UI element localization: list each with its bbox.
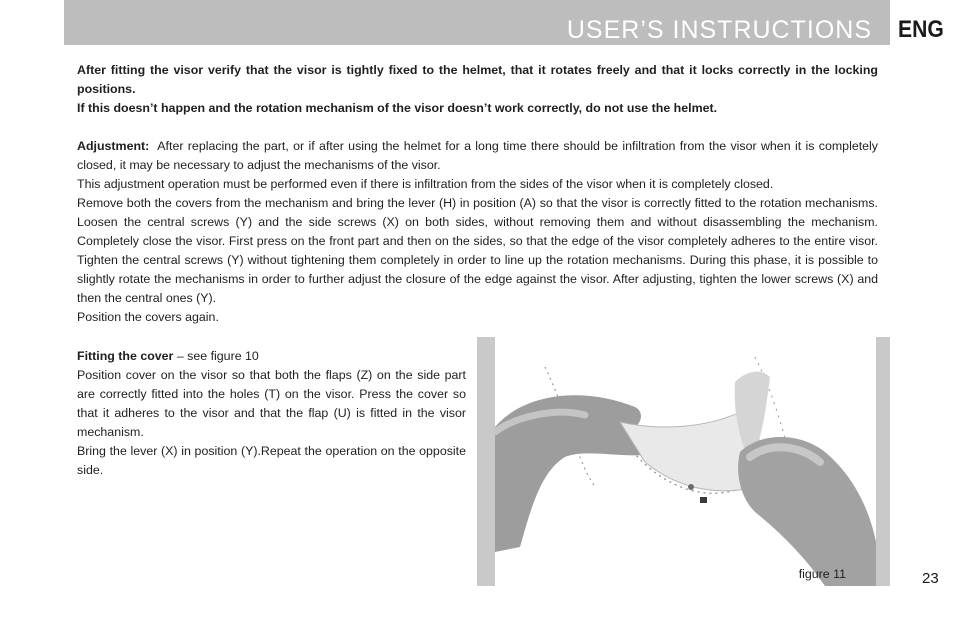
page-title: USER’S INSTRUCTIONS [566, 16, 872, 44]
fitting-cover-paragraph-2: Bring the lever (X) in position (Y).Repeat the operation on the opposite side. [77, 444, 466, 477]
fitting-cover-heading-suffix: – see figure 10 [173, 349, 259, 363]
hands-visor-illustration [495, 337, 876, 586]
adjustment-paragraph-3: Remove both the covers from the mechanism and bring the lever (H) in position (A) so that the visor is correctly fitted to the rotation mechanisms. Loosen the central screws (Y) and the side screws (X) on both sides, without removing them and without disassembling the mechanism. Completely close the visor. First press on the front part and then on the sides, so that the edge of the visor completely adheres to the entire visor. Tighten the central screws (Y) without tightening them completely in order to line up the rotation mechanisms. During this phase, it is possible to slightly rotate the mechanisms in order to further adjust the closure of the edge against the visor. After adjusting, tighten the lower screws (X) and then the central ones (Y). [77, 196, 878, 305]
adjustment-text-1: After replacing the part, or if after using the helmet for a long time there should be infiltration from the visor when it is completely closed, it may be necessary to adjust the mechanisms of the visor. [77, 139, 878, 172]
fitting-cover-heading: Fitting the cover [77, 349, 174, 363]
adjustment-paragraph-1 [77, 137, 878, 175]
figure-caption: figure 11 [798, 567, 846, 581]
warning-paragraph-2: If this doesn’t happen and the rotation mechanism of the visor doesn’t work correctly, do not use the helmet. [77, 101, 718, 115]
fitting-cover-section [77, 347, 466, 480]
adjustment-paragraph-4: Position the covers again. [77, 310, 219, 324]
warning-paragraph-1: After fitting the visor verify that the visor is tightly fixed to the helmet, that it rotates freely and that it locks correctly in the locking positions. [77, 63, 878, 96]
figure-illustration [495, 337, 876, 586]
fitting-cover-paragraph-1: Position cover on the visor so that both the flaps (Z) on the side part are correctly fitted into the holes (T) on the visor. Press the cover so that it adheres to the visor and that the flap (U) is fitted in the visor mechanism. [77, 368, 466, 439]
main-text [77, 61, 878, 327]
fitting-cover-title [77, 347, 466, 366]
adjustment-paragraph-2: This adjustment operation must be performed even if there is infiltration from the sides of the visor when it is completely closed. [77, 177, 774, 191]
language-tag: ENG [898, 16, 944, 43]
figure-frame [477, 337, 890, 586]
page-number: 23 [922, 570, 939, 587]
adjustment-heading: Adjustment: [77, 139, 150, 153]
header-band [64, 0, 890, 45]
